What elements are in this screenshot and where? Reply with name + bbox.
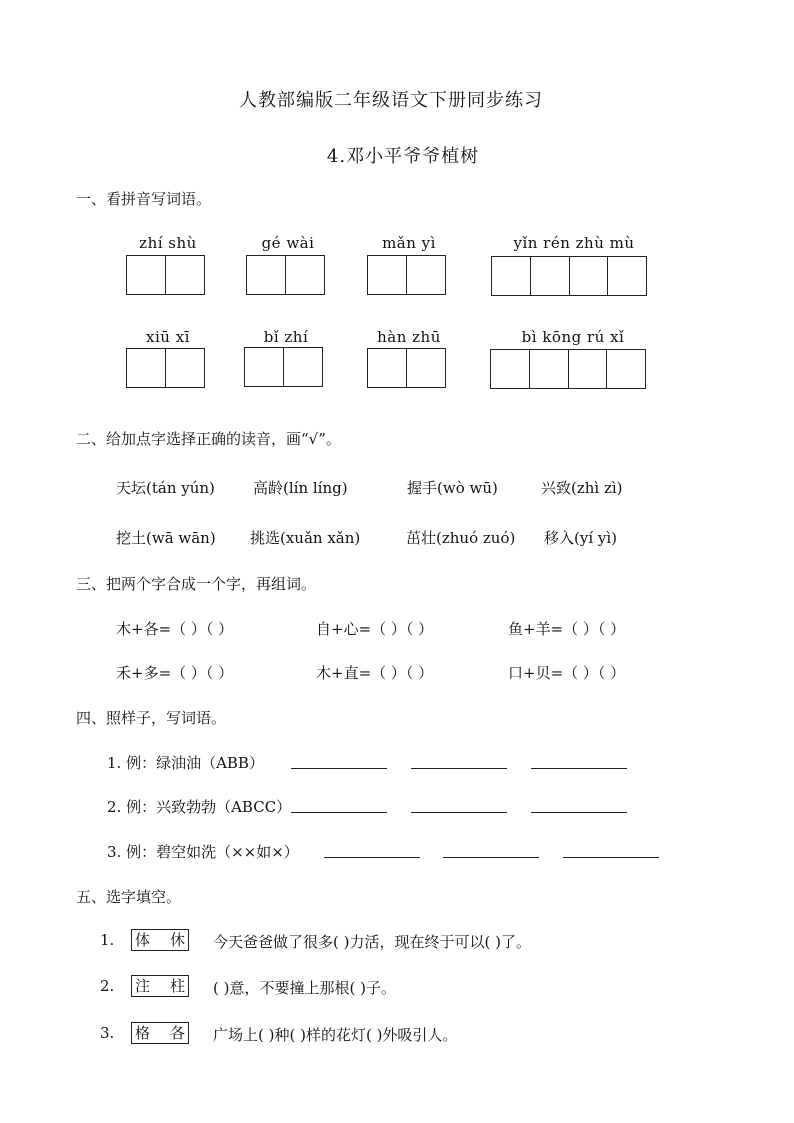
pinyin-2-4: bì kōng rú xǐ [521,328,625,346]
fill-sentence[interactable]: 今天爸爸做了很多( )力活，现在终于可以( )了。 [213,933,531,951]
pinyin-1-4: yǐn rén zhù mù [513,234,635,252]
char-grid-1-4[interactable] [491,256,647,296]
combine-exercise[interactable]: 木+各=（ ）（ ） [116,620,234,638]
char-choice-box: 格 各 [131,1022,189,1044]
char-grid-1-2[interactable] [246,255,325,295]
char-grid-1-3[interactable] [367,255,446,295]
pinyin-1-2: gé wài [261,234,315,252]
combine-exercise[interactable]: 禾+多=（ ）（ ） [116,664,234,682]
section-3-heading: 三、把两个字合成一个字，再组词。 [76,575,317,593]
fill-sentence[interactable]: ( )意，不要撞上那根( )子。 [213,979,396,997]
reading-choice[interactable]: 高龄(lín líng) [253,479,348,497]
reading-choice[interactable]: 兴致(zhì zì) [541,479,623,497]
item-number: 2. [100,977,115,995]
item-number: 1. [100,931,115,949]
item-number: 3. [100,1024,115,1042]
section-2-heading: 二、给加点字选择正确的读音，画“√”。 [76,430,341,448]
answer-blank[interactable] [411,752,507,769]
pinyin-2-3: hàn zhū [377,328,441,346]
pattern-example-3: 3. 例：碧空如洗（××如×） [107,843,299,861]
char-choice-box: 注 柱 [131,975,189,997]
answer-blank[interactable] [291,796,387,813]
answer-blank[interactable] [411,796,507,813]
answer-blank[interactable] [324,841,420,858]
char-grid-2-2[interactable] [244,347,323,387]
reading-choice[interactable]: 挖土(wā wān) [116,529,216,547]
pinyin-2-1: xiū xī [146,328,190,346]
reading-choice[interactable]: 握手(wò wū) [407,479,498,497]
answer-blank[interactable] [443,841,539,858]
page-title: 人教部编版二年级语文下册同步练习 [239,90,543,111]
char-grid-2-4[interactable] [490,349,646,389]
combine-exercise[interactable]: 鱼+羊=（ ）（ ） [508,620,626,638]
answer-blank[interactable] [531,752,627,769]
pattern-example-2: 2. 例：兴致勃勃（ABCC） [107,798,292,816]
char-grid-2-3[interactable] [367,348,446,388]
fill-sentence[interactable]: 广场上( )种( )样的花灯( )外吸引人。 [213,1026,458,1044]
answer-blank[interactable] [531,796,627,813]
pattern-example-1: 1. 例：绿油油（ABB） [107,754,264,772]
char-grid-1-1[interactable] [126,255,205,295]
combine-exercise[interactable]: 口+贝=（ ）（ ） [508,664,626,682]
section-5-heading: 五、选字填空。 [76,888,182,906]
section-4-heading: 四、照样子，写词语。 [76,709,227,727]
combine-exercise[interactable]: 自+心=（ ）（ ） [316,620,434,638]
pinyin-1-3: mǎn yì [382,234,436,252]
pinyin-1-1: zhí shù [139,234,197,252]
char-grid-2-1[interactable] [126,348,205,388]
combine-exercise[interactable]: 木+直=（ ）（ ） [316,664,434,682]
answer-blank[interactable] [563,841,659,858]
pinyin-2-2: bǐ zhí [263,328,309,346]
answer-blank[interactable] [291,752,387,769]
reading-choice[interactable]: 挑选(xuǎn xǎn) [250,529,361,547]
reading-choice[interactable]: 天坛(tán yún) [116,479,215,497]
reading-choice[interactable]: 移入(yí yì) [544,529,618,547]
reading-choice[interactable]: 茁壮(zhuó zuó) [406,529,516,547]
char-choice-box: 体 休 [131,929,189,951]
section-1-heading: 一、看拼音写词语。 [76,190,212,208]
lesson-title: 4.邓小平爷爷植树 [326,146,480,167]
